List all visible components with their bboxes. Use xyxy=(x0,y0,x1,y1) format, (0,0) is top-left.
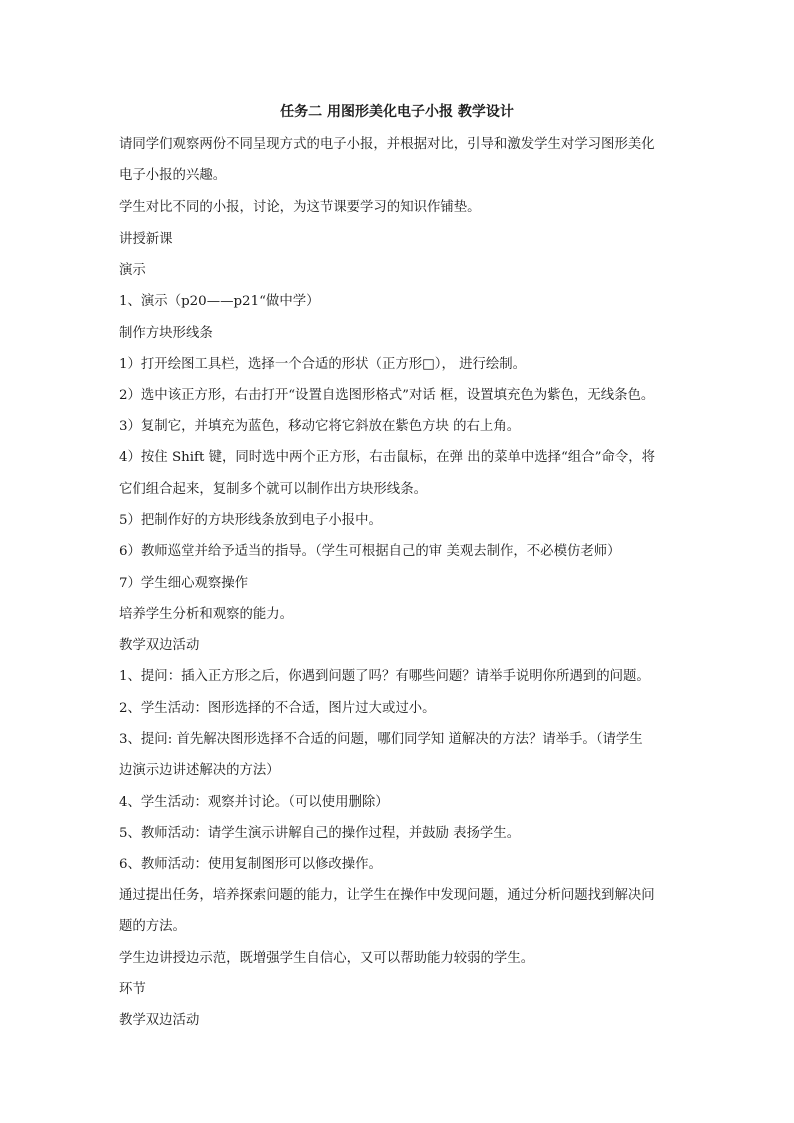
section-heading: 制作方块形线条 xyxy=(119,326,213,341)
activity-item: 2、学生活动：图形选择的不合适，图片过大或过小。 xyxy=(119,701,436,716)
step-item: 6）教师巡堂并给予适当的指导。（学生可根据自己的审 美观去制作，不必模仿老师） xyxy=(119,544,621,559)
activity-item: 5、教师活动：请学生演示讲解自己的操作过程，并鼓励 表扬学生。 xyxy=(119,826,521,841)
activity-item: 3、提问: 首先解决图形选择不合适的问题，哪们同学知 道解决的方法？请举手。（请学生 xyxy=(119,732,643,747)
paragraph-line: 通过提出任务，培养探索问题的能力，让学生在操作中发现问题，通过分析问题找到解决问 xyxy=(119,888,655,903)
activity-item: 6、教师活动：使用复制图形可以修改操作。 xyxy=(119,857,382,872)
paragraph-line: 题的方法。 xyxy=(119,919,186,934)
section-heading: 教学双边活动 xyxy=(119,638,200,653)
step-item: 2）选中该正方形，右击打开“设置自选图形格式”对话 框，设置填充色为紫色，无线条色。 xyxy=(119,388,655,403)
paragraph-line: 请同学们观察两份不同呈现方式的电子小报，并根据对比，引导和激发学生对学习图形美化 xyxy=(119,137,655,152)
section-heading: 环节 xyxy=(119,982,146,997)
section-heading: 教学双边活动 xyxy=(119,1013,200,1028)
paragraph-line: 学生对比不同的小报，讨论，为这节课要学习的知识作铺垫。 xyxy=(119,200,481,215)
section-heading: 讲授新课 xyxy=(119,232,173,247)
activity-item-continued: 边演示边讲述解决的方法） xyxy=(119,763,280,778)
step-item: 7）学生细心观察操作 xyxy=(119,576,249,591)
activity-item: 4、学生活动：观察并讨论。（可以使用删除） xyxy=(119,795,389,810)
step-item: 4）按住 Shift 键，同时选中两个正方形，右击鼠标，在弹 出的菜单中选择“组合”命令，将 xyxy=(119,450,656,465)
paragraph-line: 电子小报的兴趣。 xyxy=(119,168,227,183)
step-item: 1）打开绘图工具栏，选择一个合适的形状（正方形□）， 进行绘制。 xyxy=(119,357,527,372)
section-heading: 演示 xyxy=(119,263,146,278)
paragraph-line: 学生边讲授边示范，既增强学生自信心，又可以帮助能力较弱的学生。 xyxy=(119,951,535,966)
activity-item: 1、提问：插入正方形之后，你遇到问题了吗？有哪些问题？请举手说明你所遇到的问题。 xyxy=(119,669,650,684)
document-title: 任务二 用图形美化电子小报 教学设计 xyxy=(280,104,514,120)
step-item: 3）复制它，并填充为蓝色，移动它将它斜放在紫色方块 的右上角。 xyxy=(119,419,521,434)
step-item: 5）把制作好的方块形线条放到电子小报中。 xyxy=(119,513,382,528)
step-item-continued: 它们组合起来，复制多个就可以制作出方块形线条。 xyxy=(119,482,427,497)
paragraph-line: 1、演示（p20——p21“做中学） xyxy=(119,294,320,309)
paragraph-line: 培养学生分析和观察的能力。 xyxy=(119,607,294,622)
